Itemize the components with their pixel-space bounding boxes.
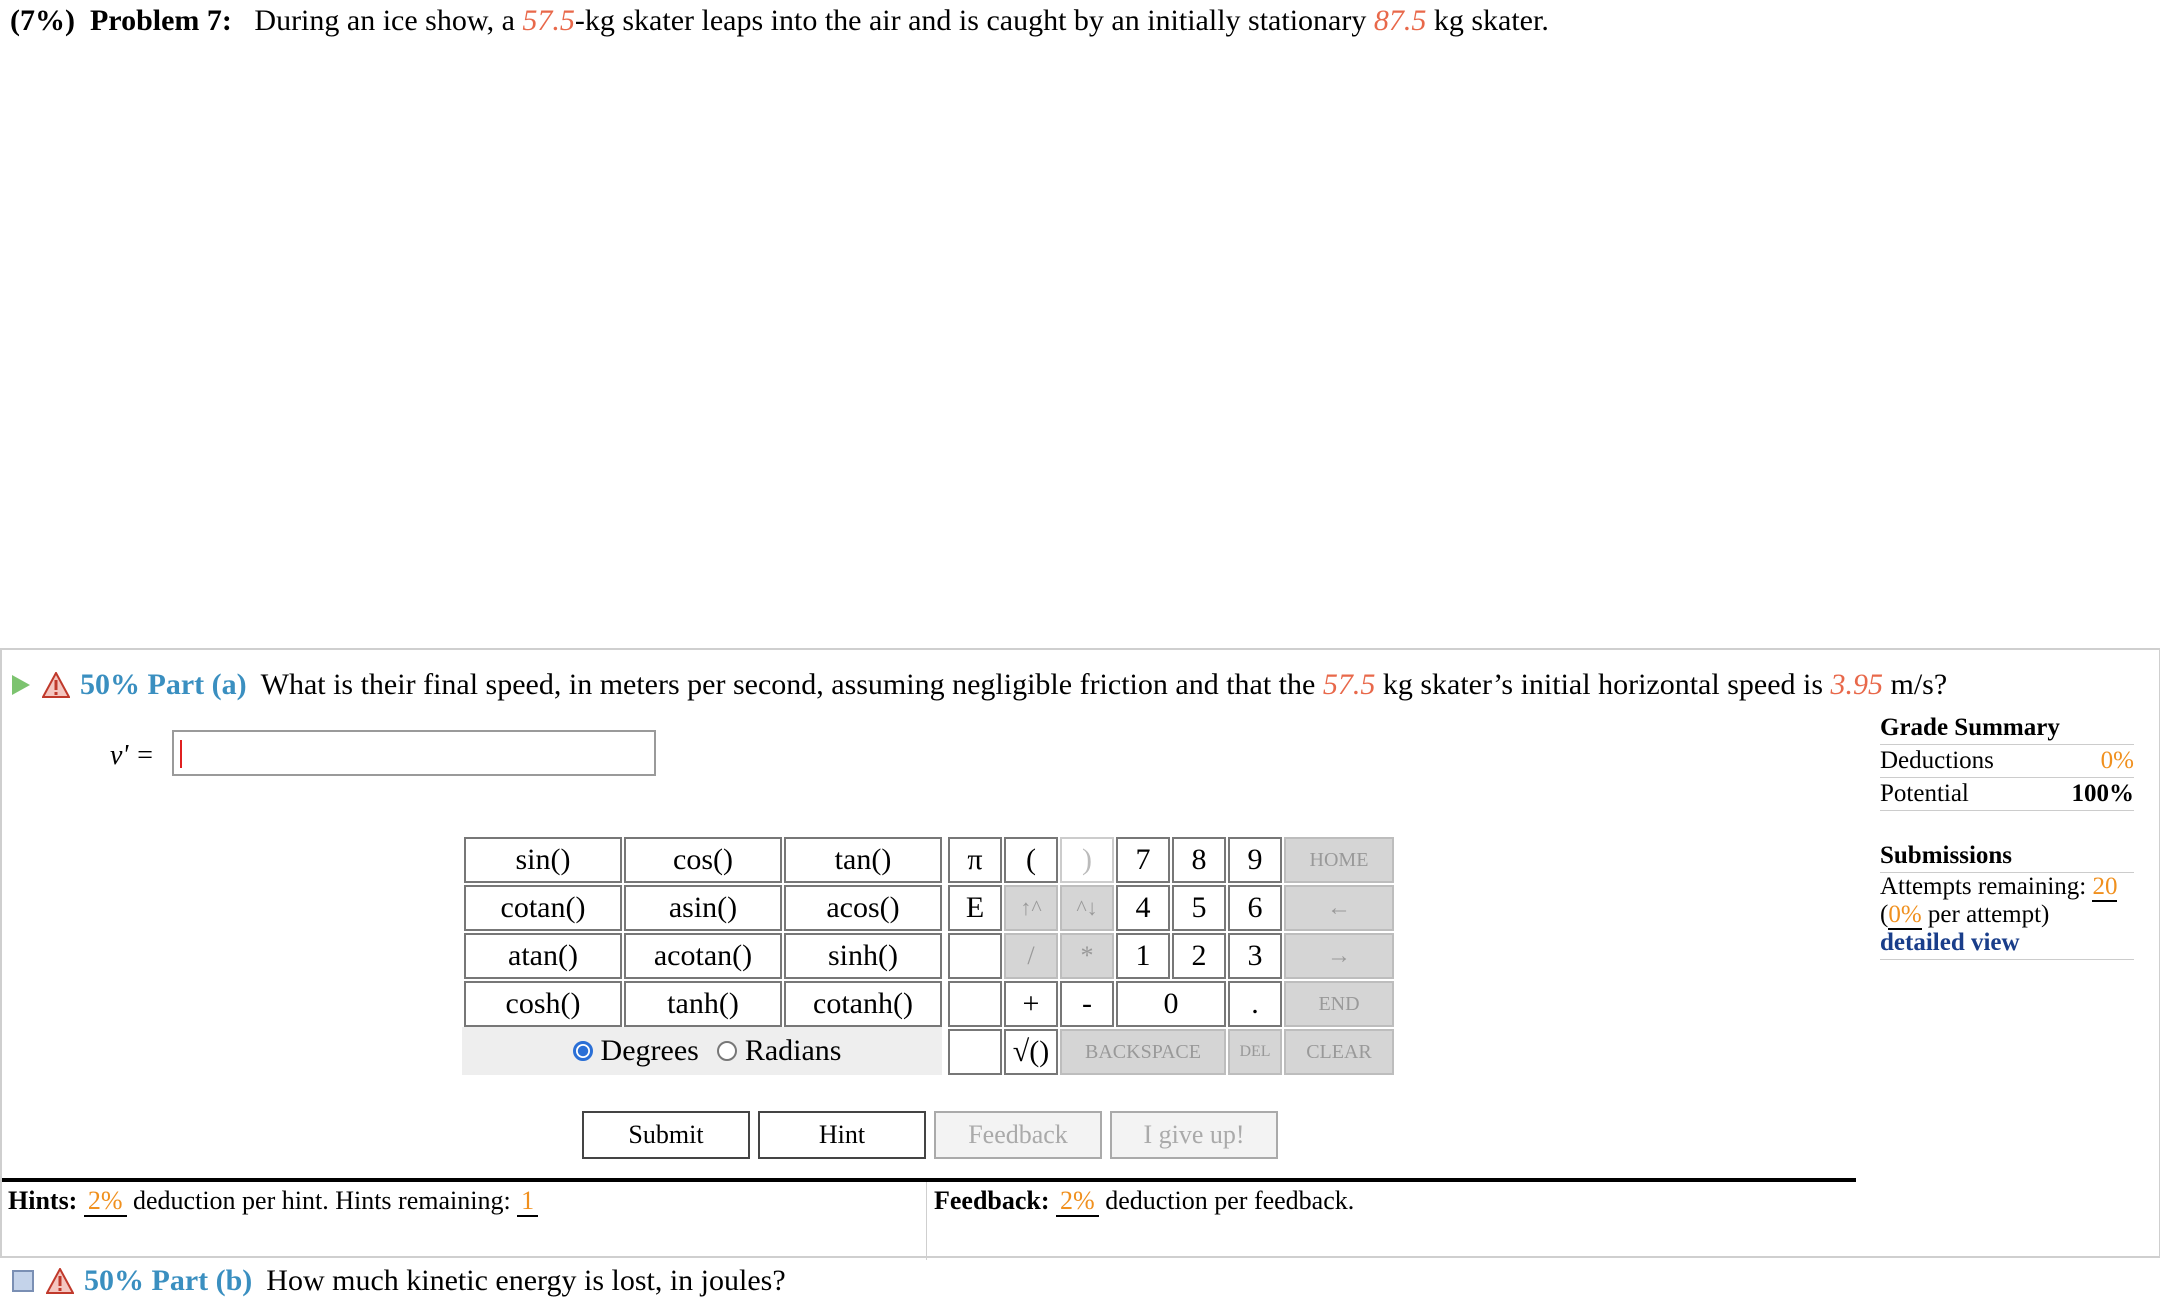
problem-text-2: -kg skater leaps into the air and is caught by an initially stationary xyxy=(574,4,1367,37)
key-multiply[interactable]: * xyxy=(1060,933,1114,979)
key-0[interactable]: 0 xyxy=(1116,981,1226,1027)
expand-play-icon[interactable] xyxy=(12,675,30,695)
feedback-deduction: 2% xyxy=(1056,1186,1099,1217)
submissions-panel xyxy=(1880,840,2134,960)
hints-text: deduction per hint. Hints remaining: xyxy=(133,1186,511,1215)
per-attempt-text: per attempt) xyxy=(1927,901,2050,928)
key-end[interactable]: END xyxy=(1284,981,1394,1027)
given-mass-1: 57.5 xyxy=(522,4,575,37)
text-caret xyxy=(180,740,182,768)
key-cursor-right[interactable]: → xyxy=(1284,933,1394,979)
per-attempt-row xyxy=(1880,901,2134,929)
hint-feedback-divider xyxy=(2,1178,1856,1182)
warning-icon xyxy=(42,672,70,698)
key-right-paren[interactable]: ) xyxy=(1060,837,1114,883)
part-a-label: 50% Part (a) xyxy=(80,668,247,701)
key-divide[interactable]: / xyxy=(1004,933,1058,979)
key-acotan[interactable]: acotan() xyxy=(624,933,782,979)
key-4[interactable]: 4 xyxy=(1116,885,1170,931)
attempts-value: 20 xyxy=(2092,873,2118,900)
key-e[interactable]: E xyxy=(948,885,1002,931)
key-sqrt[interactable]: √() xyxy=(1004,1029,1058,1075)
angle-mode-selector xyxy=(462,1027,942,1075)
key-acos[interactable]: acos() xyxy=(784,885,942,931)
key-sinh[interactable]: sinh() xyxy=(784,933,942,979)
key-decimal[interactable]: . xyxy=(1228,981,1282,1027)
answer-variable-label: v' = xyxy=(110,740,155,771)
attempts-row xyxy=(1880,873,2134,901)
feedback-text: deduction per feedback. xyxy=(1105,1186,1355,1215)
key-up-power[interactable]: ↑^ xyxy=(1004,885,1058,931)
submit-button[interactable]: Submit xyxy=(582,1111,750,1159)
answer-input[interactable] xyxy=(172,730,656,776)
feedback-button[interactable]: Feedback xyxy=(934,1111,1102,1159)
key-down-power[interactable]: ^↓ xyxy=(1060,885,1114,931)
given-mass-2: 87.5 xyxy=(1373,4,1427,37)
submissions-title: Submissions xyxy=(1880,840,2134,873)
problem-title: Problem 7: xyxy=(89,4,232,37)
problem-text-1: During an ice show, a xyxy=(254,4,515,37)
key-left-paren[interactable]: ( xyxy=(1004,837,1058,883)
key-9[interactable]: 9 xyxy=(1228,837,1282,883)
key-6[interactable]: 6 xyxy=(1228,885,1282,931)
hint-feedback-separator xyxy=(926,1182,927,1260)
key-1[interactable]: 1 xyxy=(1116,933,1170,979)
key-cursor-left[interactable]: ← xyxy=(1284,885,1394,931)
part-b-header xyxy=(12,1264,786,1298)
key-3[interactable]: 3 xyxy=(1228,933,1282,979)
key-home[interactable]: HOME xyxy=(1284,837,1394,883)
potential-value: 100% xyxy=(2071,780,2134,807)
key-minus[interactable]: - xyxy=(1060,981,1114,1027)
grade-summary xyxy=(1880,712,2134,811)
key-plus[interactable]: + xyxy=(1004,981,1058,1027)
hints-label: Hints: xyxy=(8,1186,78,1215)
deductions-label: Deductions xyxy=(1880,747,1994,774)
potential-label: Potential xyxy=(1880,780,1969,807)
degrees-label: Degrees xyxy=(600,1034,699,1067)
key-clear[interactable]: CLEAR xyxy=(1284,1029,1394,1075)
part-a-question-2: kg skater’s initial horizontal speed is xyxy=(1382,668,1824,701)
part-b-label: 50% Part (b) xyxy=(84,1264,253,1297)
per-attempt-open: ( xyxy=(1880,901,1889,928)
radians-radio[interactable] xyxy=(717,1041,737,1061)
collapsed-part-icon[interactable] xyxy=(12,1270,34,1292)
key-blank-1 xyxy=(948,933,1002,979)
key-atan[interactable]: atan() xyxy=(464,933,622,979)
give-up-button[interactable]: I give up! xyxy=(1110,1111,1278,1159)
problem-percent: (7%) xyxy=(10,4,75,37)
key-cotanh[interactable]: cotanh() xyxy=(784,981,942,1027)
key-sin[interactable]: sin() xyxy=(464,837,622,883)
radians-label: Radians xyxy=(744,1034,842,1067)
detailed-view-link[interactable]: detailed view xyxy=(1880,929,2134,960)
feedback-label: Feedback: xyxy=(934,1186,1050,1215)
deductions-value: 0% xyxy=(2100,747,2134,774)
hints-remaining: 1 xyxy=(517,1186,538,1217)
key-blank-3 xyxy=(948,1029,1002,1075)
part-a-question-1: What is their final speed, in meters per second, assuming negligible friction and that the xyxy=(260,668,1316,701)
key-backspace[interactable]: BACKSPACE xyxy=(1060,1029,1226,1075)
key-cotan[interactable]: cotan() xyxy=(464,885,622,931)
attempts-label: Attempts remaining: xyxy=(1880,873,2087,900)
problem-statement xyxy=(10,4,1549,38)
key-8[interactable]: 8 xyxy=(1172,837,1226,883)
hint-button[interactable]: Hint xyxy=(758,1111,926,1159)
potential-row xyxy=(1880,778,2134,811)
key-7[interactable]: 7 xyxy=(1116,837,1170,883)
part-a-given-mass: 57.5 xyxy=(1322,668,1376,701)
part-a-header xyxy=(12,668,1947,702)
key-tan[interactable]: tan() xyxy=(784,837,942,883)
problem-text-3: kg skater. xyxy=(1433,4,1549,37)
hints-deduction: 2% xyxy=(84,1186,127,1217)
key-del[interactable]: DEL xyxy=(1228,1029,1282,1075)
degrees-radio[interactable] xyxy=(573,1041,593,1061)
hints-info xyxy=(8,1186,538,1216)
key-cos[interactable]: cos() xyxy=(624,837,782,883)
deductions-row xyxy=(1880,745,2134,778)
key-tanh[interactable]: tanh() xyxy=(624,981,782,1027)
key-2[interactable]: 2 xyxy=(1172,933,1226,979)
feedback-info xyxy=(934,1186,1354,1216)
key-pi[interactable]: π xyxy=(948,837,1002,883)
part-a-given-speed: 3.95 xyxy=(1830,668,1884,701)
key-blank-2 xyxy=(948,981,1002,1027)
part-a-question-3: m/s? xyxy=(1890,668,1948,701)
key-asin[interactable]: asin() xyxy=(624,885,782,931)
warning-icon xyxy=(46,1268,74,1294)
part-b-question: How much kinetic energy is lost, in joules? xyxy=(266,1264,786,1297)
key-cosh[interactable]: cosh() xyxy=(464,981,622,1027)
grade-summary-title: Grade Summary xyxy=(1880,712,2134,745)
key-5[interactable]: 5 xyxy=(1172,885,1226,931)
per-attempt-value: 0% xyxy=(1888,901,1922,928)
